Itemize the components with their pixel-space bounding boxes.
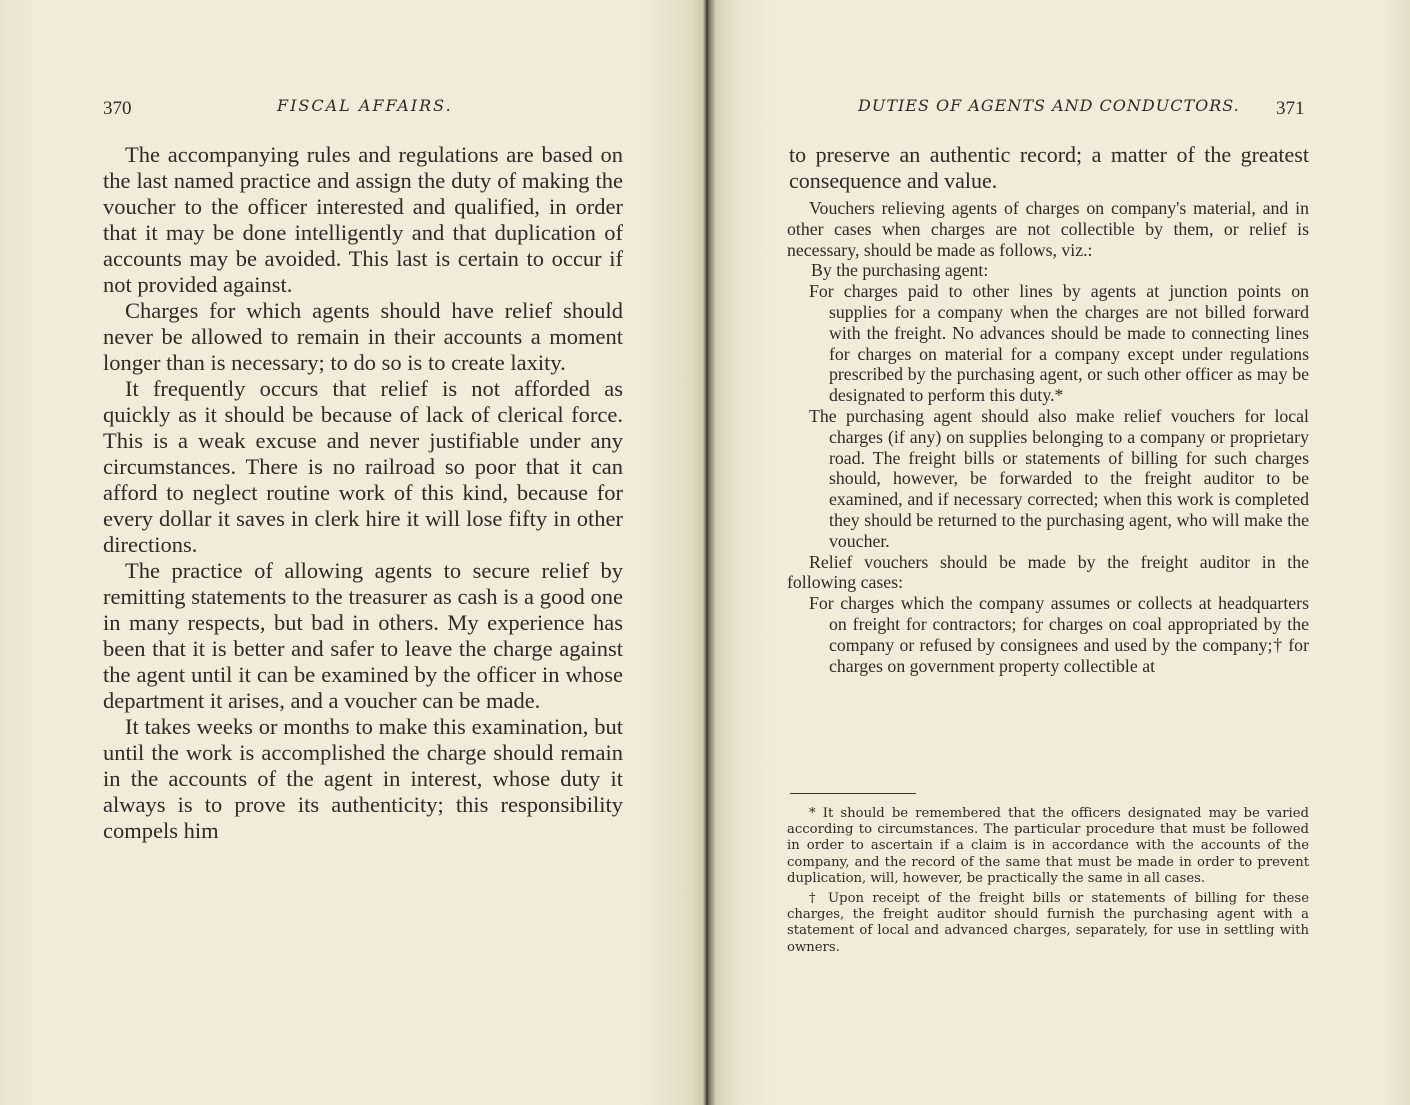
paragraph: Vouchers relieving agents of charges on company's material, and in other cases when charges are not collectible by them, or relief is necessary, should be made as follows, viz.: bbox=[787, 198, 1309, 260]
paragraph: The accompanying rules and regulations are based on the last named practice and assign the duty of making the voucher to the officer interested and qualified, in order that it may be done intelligently and that duplication of accounts may be avoided. This last is certain to occur if not provided against. bbox=[103, 142, 623, 297]
page-number: 371 bbox=[1276, 98, 1305, 119]
paragraph: The practice of allowing agents to secure relief by remitting statements to the treasurer as cash is a good one in many respects, but bad in others. My experience has been that it is better and safer to leave the charge against the agent until it can be examined by the officer in whose department it arises, and a voucher can be made. bbox=[103, 558, 623, 713]
footnote-rule bbox=[790, 793, 916, 794]
paragraph: Relief vouchers should be made by the freight auditor in the following cases: bbox=[787, 551, 1309, 593]
running-head: DUTIES OF AGENTS AND CONDUCTORS. bbox=[858, 96, 1240, 115]
paragraph: Charges for which agents should have relief should never be allowed to remain in their accounts a moment longer than is necessary; to do so is to create laxity. bbox=[103, 298, 623, 375]
footnote: * It should be remembered that the officers designated may be varied according to circumstances. The particular procedure that must be followed in order to ascertain if a claim is in accordance with the accounts of the company, and the record of the same that must be made in order to prevent duplication, will, however, be practically the same in all cases. bbox=[787, 806, 1309, 886]
running-head: FISCAL AFFAIRS. bbox=[277, 96, 453, 115]
paragraph: For charges paid to other lines by agents at junction points on supplies for a company when the charges are not billed forward with the freight. No advances should be made to connecting lines for charges on material for a company except under regulations prescribed by the purchasing agent, or such other officer as may be designated to perform this duty.* bbox=[809, 281, 1309, 406]
paragraph: For charges which the company assumes or collects at headquarters on freight for contractors; for charges on coal appropriated by the company or refused by consignees and used by the company;† for charges on government property collectible at bbox=[809, 593, 1309, 676]
page-number: 370 bbox=[103, 98, 132, 119]
paragraph: The purchasing agent should also make relief vouchers for local charges (if any) on supplies belonging to a company or proprietary road. The freight bills or statements of billing for such charges should, however, be forwarded to the freight auditor to be examined, and if necessary corrected; when this work is completed they should be returned to the purchasing agent, who will make the voucher. bbox=[809, 405, 1309, 551]
paragraph: It takes weeks or months to make this examination, but until the work is accomplished the charge should remain in the accounts of the agent in interest, whose duty it always is to prove its authenticity; this responsibility compels him bbox=[103, 714, 623, 843]
footnote: † Upon receipt of the freight bills or statements of billing for these charges, the freight auditor should furnish the purchasing agent with a statement of local and advanced charges, separately, for use in settling with owners. bbox=[787, 891, 1309, 955]
footnotes bbox=[787, 806, 1309, 960]
lead-paragraph: to preserve an authentic record; a matter of the greatest consequence and value. bbox=[789, 142, 1309, 193]
paragraph: It frequently occurs that relief is not afforded as quickly as it should be because of lack of clerical force. This is a weak excuse and never justifiable under any circumstances. There is no railroad so poor that it can afford to neglect routine work of this kind, because for every dollar it saves in clerk hire it will lose fifty in other directions. bbox=[103, 376, 623, 557]
rules-text bbox=[787, 198, 1309, 676]
subheading: By the purchasing agent: bbox=[811, 260, 989, 281]
body-text bbox=[103, 142, 623, 844]
right-page bbox=[708, 0, 1410, 1105]
